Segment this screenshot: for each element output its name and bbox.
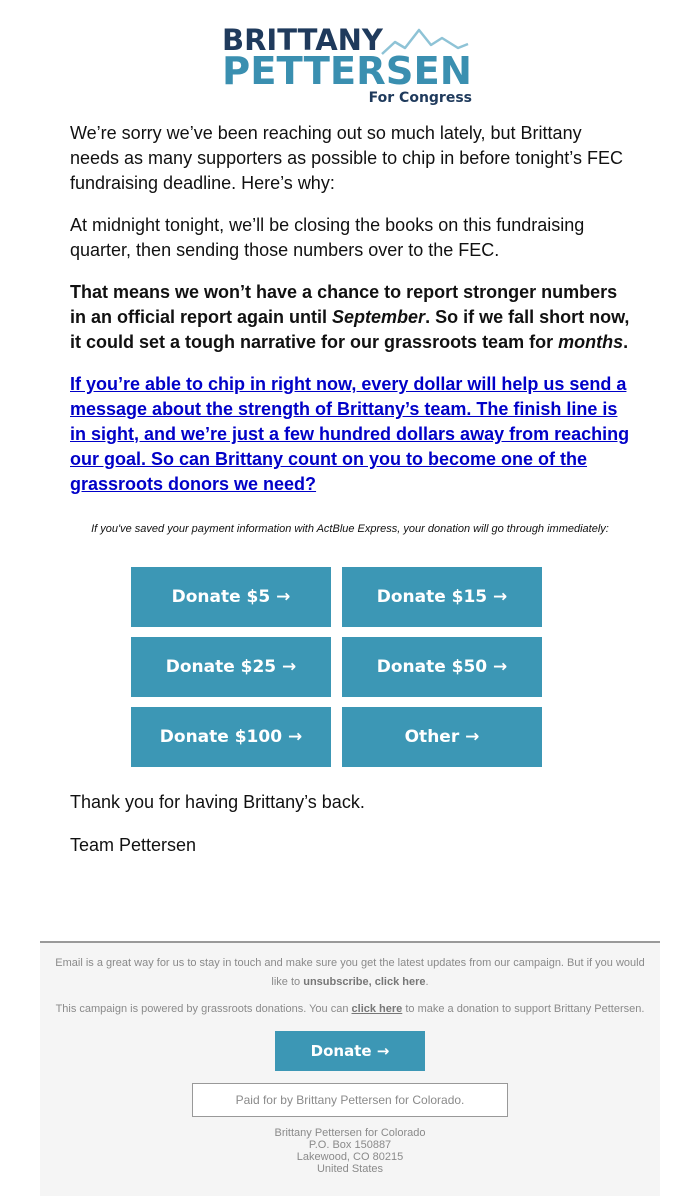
click-here-link[interactable]: click here — [351, 1003, 403, 1015]
mailing-address — [40, 1127, 660, 1175]
campaign-logo — [0, 18, 700, 108]
footer-donate-button[interactable]: Donate → — [275, 1031, 425, 1071]
logo-line1: BRITTANY — [222, 23, 383, 57]
paragraph-urgency: That means we won’t have a chance to report stronger numbers in an official report again until September. So if we fall short now, it could set a tough narrative for our grassroots team for months. — [70, 282, 630, 352]
donate-other-button[interactable]: Other → — [342, 707, 542, 767]
donate-15-button[interactable]: Donate $15 → — [342, 567, 542, 627]
signature: Team Pettersen — [70, 835, 197, 855]
thanks-line: Thank you for having Brittany’s back. — [70, 792, 365, 812]
donate-ask-link[interactable]: If you’re able to chip in right now, every dollar will help us send a message about the strength of Brittany’s team. The finish line is in sight, and we’re just a few hundred dollars away from reaching our goal. So can Brittany count on you to become one of the grassroots donors we need? — [70, 374, 630, 494]
donate-100-button[interactable]: Donate $100 → — [131, 707, 331, 767]
unsubscribe-link[interactable]: unsubscribe, click here — [303, 976, 426, 988]
logo-line2: PETTERSEN — [222, 49, 472, 93]
email-body — [70, 121, 635, 514]
donate-5-button[interactable]: Donate $5 → — [131, 567, 331, 627]
grassroots-text: This campaign is powered by grassroots donations. You can click here to make a donation to support Brittany Pettersen. — [55, 1003, 645, 1015]
actblue-express-note: If you've saved your payment information with ActBlue Express, your donation will go through immediately: — [91, 523, 609, 535]
unsubscribe-text: Email is a great way for us to stay in touch and make sure you get the latest updates from our campaign. But if you would like to unsubscribe, click here. — [55, 957, 645, 988]
paid-for-disclaimer: Paid for by Brittany Pettersen for Colorado. — [192, 1083, 508, 1117]
address-line: Brittany Pettersen for Colorado — [274, 1127, 426, 1139]
donate-25-button[interactable]: Donate $25 → — [131, 637, 331, 697]
address-line: P.O. Box 150887 — [308, 1139, 392, 1151]
address-line: United States — [316, 1163, 384, 1175]
address-line: Lakewood, CO 80215 — [296, 1151, 404, 1163]
logo-line3: For Congress — [368, 90, 472, 106]
paragraph-intro: We’re sorry we’ve been reaching out so much lately, but Brittany needs as many supporters as possible to chip in before tonight’s FEC fundraising deadline. Here’s why: — [70, 123, 623, 193]
email-footer — [40, 941, 660, 1196]
paragraph-deadline: At midnight tonight, we’ll be closing the books on this fundraising quarter, then sending those numbers over to the FEC. — [70, 215, 585, 260]
donate-50-button[interactable]: Donate $50 → — [342, 637, 542, 697]
paragraph-ask — [70, 372, 635, 497]
